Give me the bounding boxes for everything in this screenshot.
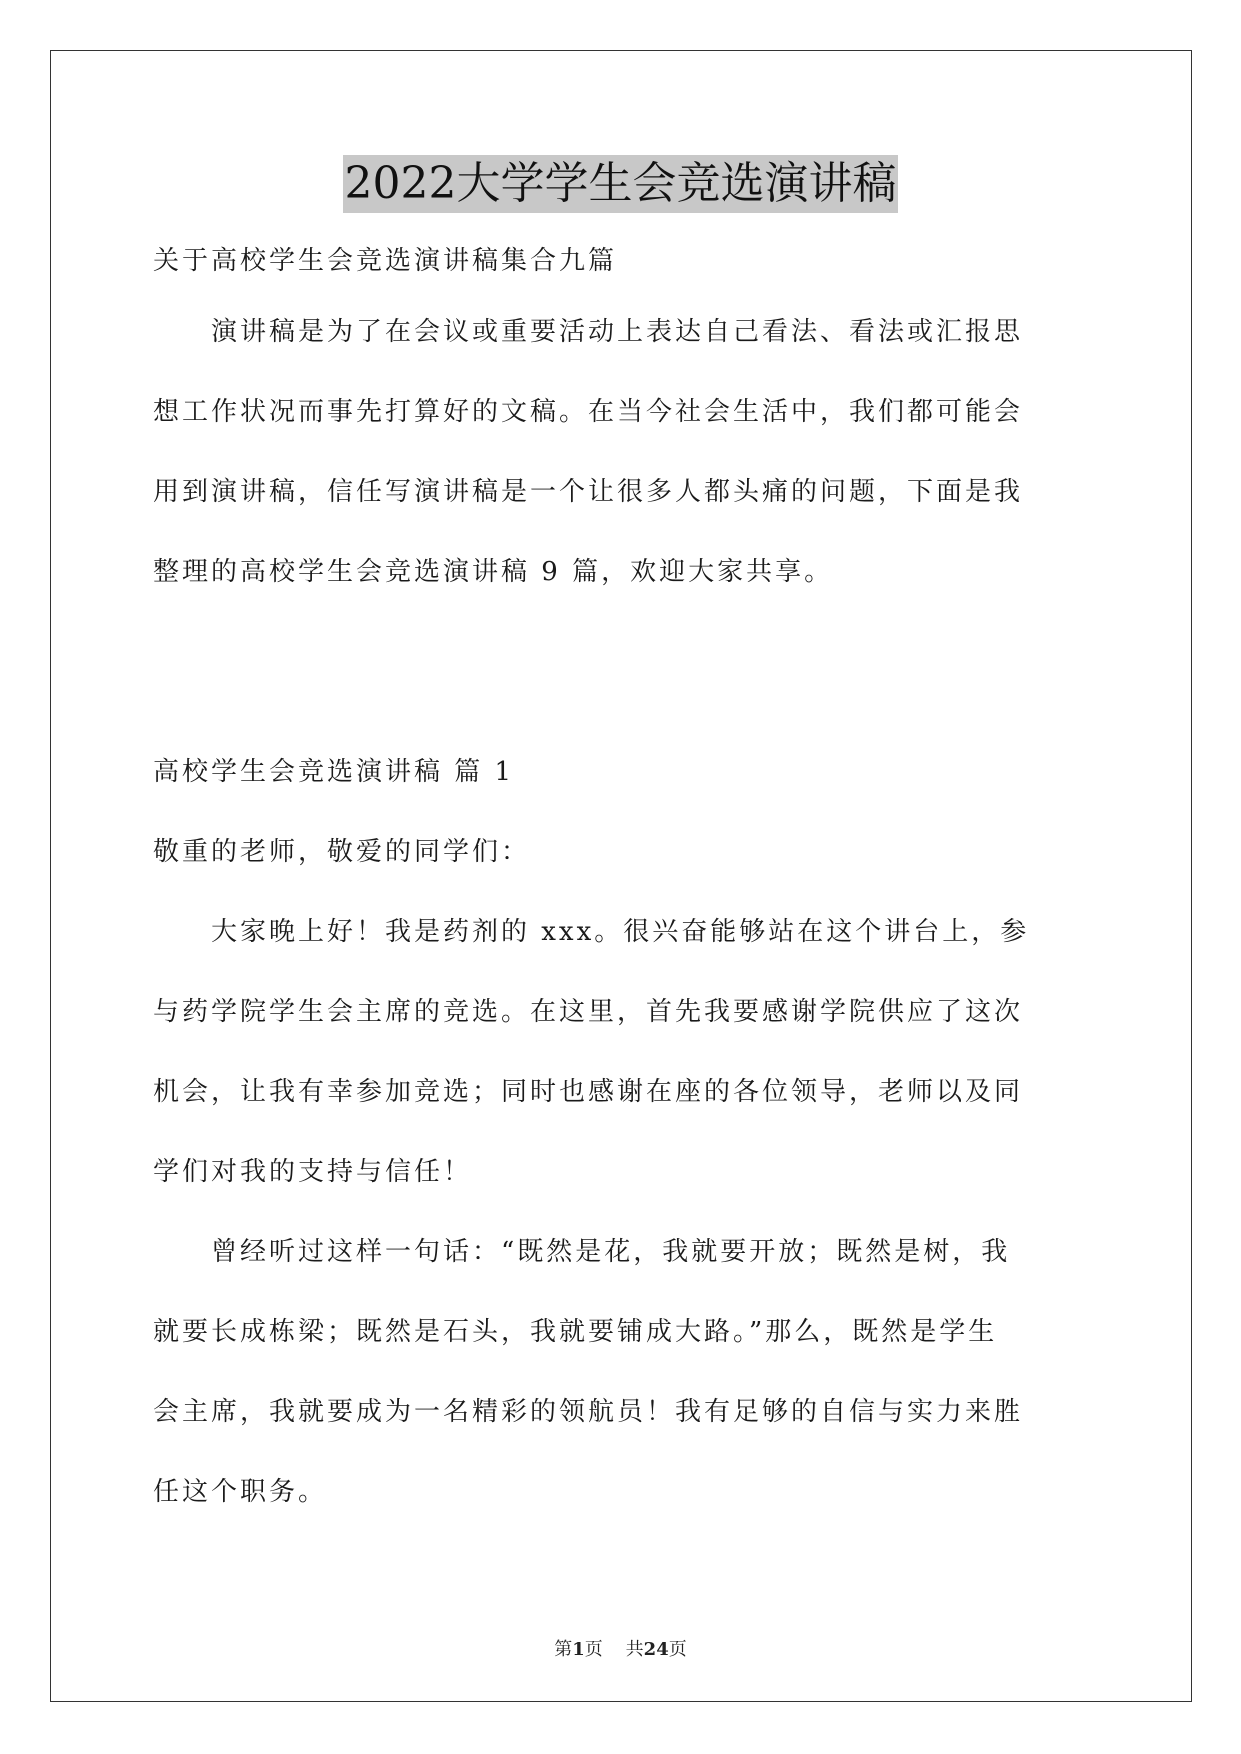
footer-total-pages: 24: [643, 1639, 669, 1660]
paragraph-line: 大家晚上好！我是药剂的 xxx。很兴奋能够站在这个讲台上，参: [153, 917, 1030, 947]
paragraph-line: 与药学院学生会主席的竞选。在这里，首先我要感谢学院供应了这次: [153, 997, 1024, 1027]
document-title: 2022大学学生会竞选演讲稿: [343, 155, 899, 213]
intro-line: 整理的高校学生会竞选演讲稿 9 篇，欢迎大家共享。: [153, 557, 834, 587]
paragraph-line: 会主席，我就要成为一名精彩的领航员！我有足够的自信与实力来胜: [153, 1397, 1024, 1427]
footer-total-suffix: 页: [668, 1639, 687, 1660]
footer-page-number: 1: [572, 1639, 585, 1660]
footer-page-suffix: 页: [584, 1639, 603, 1660]
greeting: 敬重的老师，敬爱的同学们：: [153, 837, 531, 867]
page-footer: [0, 1638, 1241, 1662]
paragraph-line: 学们对我的支持与信任！: [153, 1157, 473, 1187]
paragraph-line: 任这个职务。: [153, 1477, 328, 1507]
paragraph-line: 机会，让我有幸参加竞选；同时也感谢在座的各位领导，老师以及同: [153, 1077, 1024, 1107]
footer-total-prefix: 共: [625, 1639, 644, 1660]
title-container: [0, 155, 1241, 213]
paragraph-line: 曾经听过这样一句话：“既然是花，我就要开放；既然是树，我: [153, 1237, 1011, 1267]
intro-line: 想工作状况而事先打算好的文稿。在当今社会生活中，我们都可能会: [153, 397, 1024, 427]
footer-page-prefix: 第: [554, 1639, 573, 1660]
section-heading: 高校学生会竞选演讲稿 篇 1: [153, 757, 515, 787]
intro-line: 用到演讲稿，信任写演讲稿是一个让很多人都头痛的问题，下面是我: [153, 477, 1024, 507]
intro-line: 演讲稿是为了在会议或重要活动上表达自己看法、看法或汇报思: [153, 317, 1024, 347]
paragraph-line: 就要长成栋梁；既然是石头，我就要铺成大路。”那么，既然是学生: [153, 1317, 998, 1347]
document-subtitle: 关于高校学生会竞选演讲稿集合九篇: [153, 246, 618, 276]
